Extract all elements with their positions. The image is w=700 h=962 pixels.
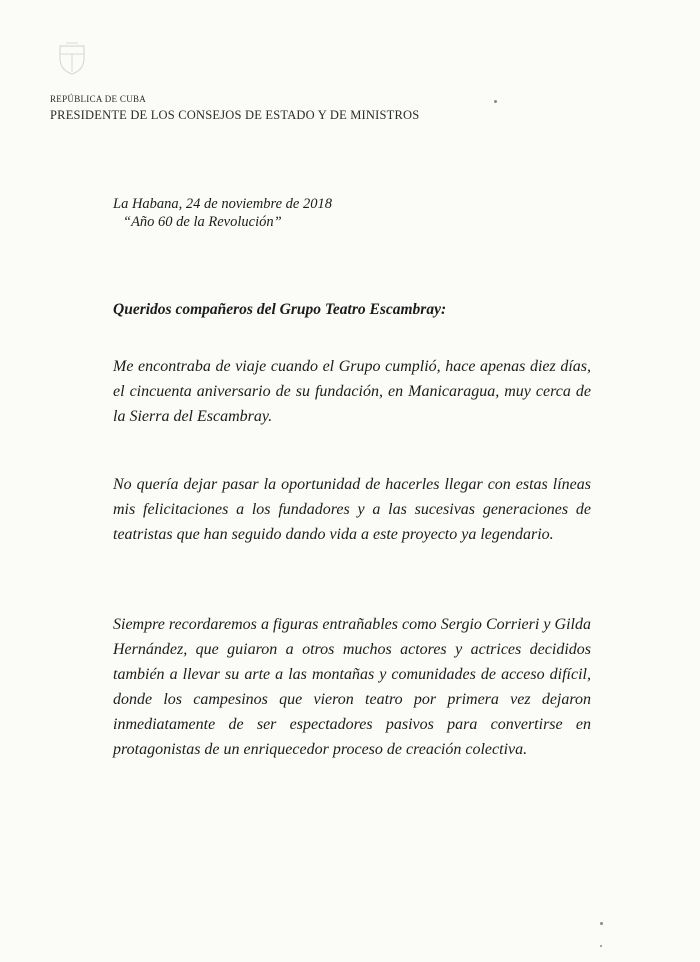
salutation: Queridos compañeros del Grupo Teatro Escambray: [113, 301, 447, 318]
scan-speck [600, 922, 603, 925]
paragraph-1: Me encontraba de viaje cuando el Grupo cumplió, hace apenas diez días, el cincuenta aniversario de su fundación, en Manicaragua, muy cerca de la Sierra del Escambray. [113, 358, 591, 425]
paragraph-3: Siempre recordaremos a figuras entrañables como Sergio Corrieri y Gilda Hernández, que guiaron a otros muchos actores y actrices decididos también a llevar su arte a las montañas y comunidades de acceso difícil, donde los campesinos que vieron teatro por primera vez dejaron inmediatamente de ser espectadores pasivos para convertirse en protagonistas de un enriquecedor proceso de creación colectiva. [113, 616, 591, 758]
scan-speck [600, 945, 602, 947]
place-date: La Habana, 24 de noviembre de 2018 [113, 196, 332, 212]
coat-of-arms-icon [56, 40, 88, 76]
year-motto: “Año 60 de la Revolución” [123, 214, 282, 230]
scan-speck [494, 100, 497, 103]
letterhead [50, 94, 419, 123]
paragraph-2: No quería dejar pasar la oportunidad de hacerles llegar con estas líneas mis felicitaciones a los fundadores y a las sucesivas generaciones de teatristas que han seguido dando vida a este proyecto ya legendario. [113, 476, 591, 543]
dateline [113, 195, 332, 231]
letterhead-country: REPÚBLICA DE CUBA [50, 94, 147, 104]
letterhead-office: PRESIDENTE DE LOS CONSEJOS DE ESTADO Y DE MINISTROS [50, 108, 420, 122]
